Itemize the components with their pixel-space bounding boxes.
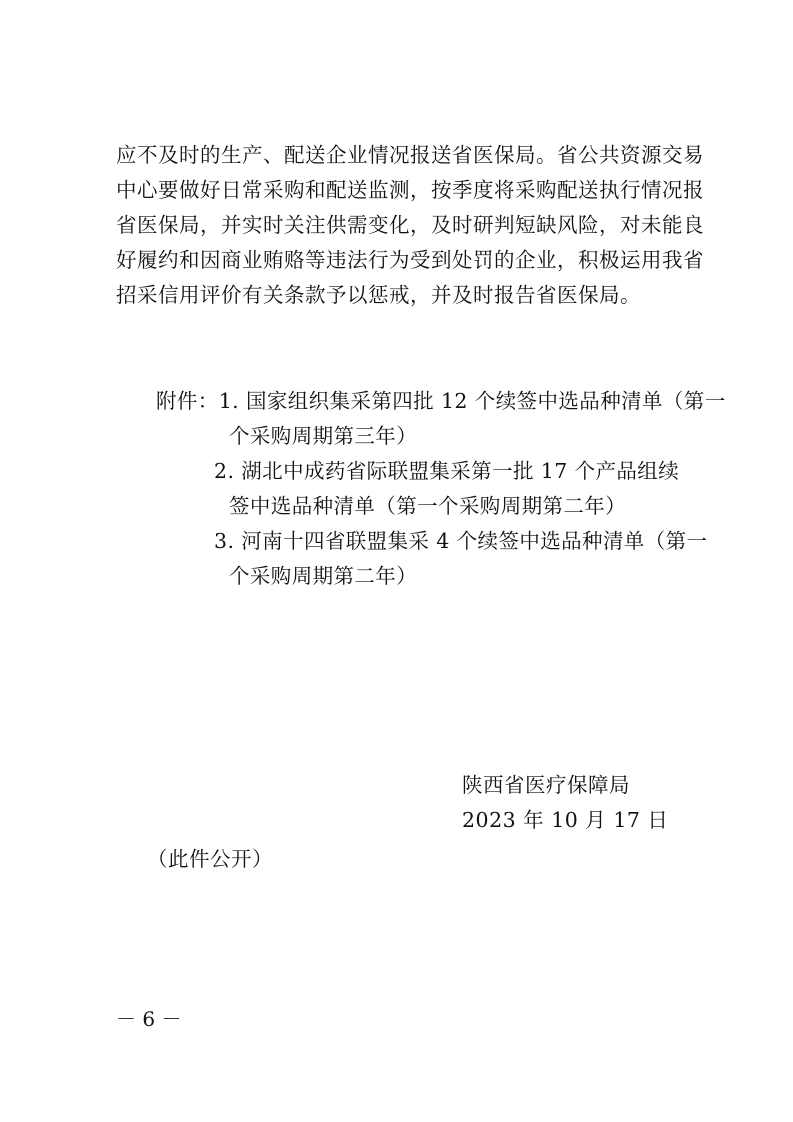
attachment-item-1 (156, 384, 726, 419)
attachment-item-1-line1: 1. 国家组织集采第四批 12 个续签中选品种清单（第一 (218, 389, 726, 413)
body-line: 省医保局，并实时关注供需变化，及时研判短缺风险，对未能良 (116, 213, 704, 237)
attachment-item-2-line1: 2. 湖北中成药省际联盟集采第一批 17 个产品组续 (214, 459, 680, 483)
body-line: 招采信用评价有关条款予以惩戒，并及时报告省医保局。 (116, 283, 641, 307)
issuing-organization: 陕西省医疗保障局 (462, 773, 630, 797)
public-note: （此件公开） (147, 847, 273, 871)
signature-block (462, 768, 668, 838)
attachment-item-1-line2: 个采购周期第三年） (229, 424, 418, 448)
body-line: 应不及时的生产、配送企业情况报送省医保局。省公共资源交易 (116, 143, 704, 167)
body-paragraph (116, 138, 704, 313)
attachment-item-3-line1: 3. 河南十四省联盟集采 4 个续签中选品种清单（第一 (214, 529, 708, 553)
issue-date: 2023 年 10 月 17 日 (462, 808, 669, 832)
attachments-list (156, 384, 726, 594)
attachment-item-3-line2: 个采购周期第二年） (229, 564, 418, 588)
body-line: 好履约和因商业贿赂等违法行为受到处罚的企业，积极运用我省 (116, 248, 704, 272)
page-number: － 6 － (116, 1007, 182, 1031)
attachments-label: 附件： (156, 389, 219, 413)
body-line: 中心要做好日常采购和配送监测，按季度将采购配送执行情况报 (116, 178, 704, 202)
attachment-item-2-line2: 签中选品种清单（第一个采购周期第二年） (229, 494, 627, 518)
